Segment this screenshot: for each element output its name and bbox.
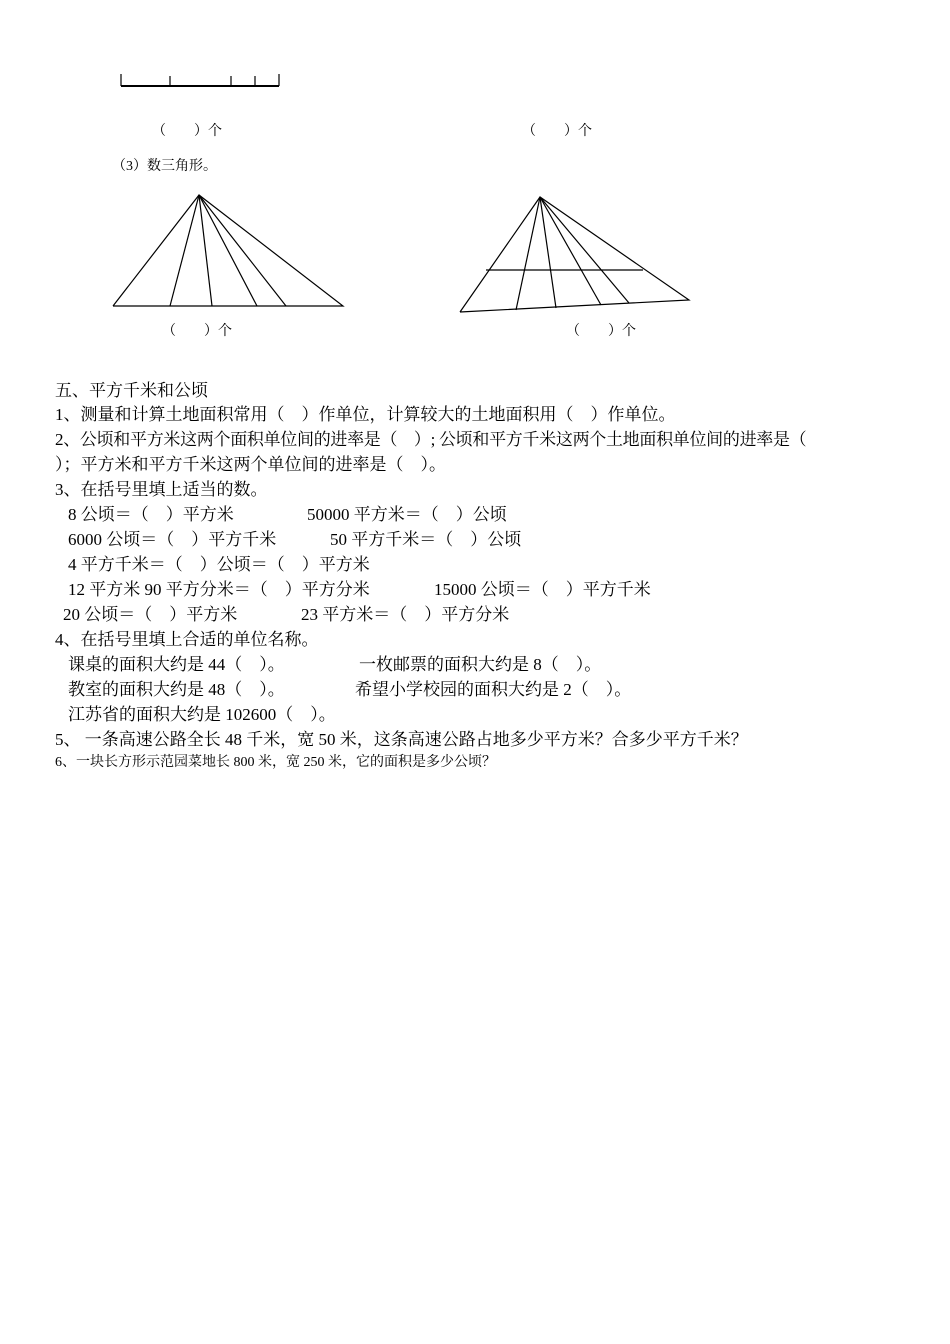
q3-item: 15000 公顷＝（ ）平方千米: [434, 580, 651, 599]
question-6: 6、一块长方形示范园菜地长 800 米，宽 250 米，它的面积是多少公顷？: [55, 755, 496, 770]
segment-answer-right[interactable]: （ ）个: [522, 124, 592, 139]
question-1: 1、测量和计算土地面积常用（ ）作单位，计算较大的土地面积用（ ）作单位。: [55, 405, 676, 424]
count-triangles-heading: （3）数三角形。: [112, 159, 217, 174]
q3-item: 50000 平方米＝（ ）公顷: [307, 505, 507, 524]
section-title: 五、平方千米和公顷: [55, 381, 208, 400]
q3-item: 20 公顷＝（ ）平方米: [63, 605, 238, 624]
question-2-line-2: ）；平方米和平方千米这两个单位间的进率是（ ）。: [55, 455, 446, 474]
question-2-line-1: 2、公顷和平方米这两个面积单位间的进率是（ ）; 公顷和平方千米这两个土地面积单位间的进率是（: [55, 430, 807, 449]
q4-item: 课桌的面积大约是 44（ ）。: [68, 655, 285, 674]
question-3-title: 3、在括号里填上适当的数。: [55, 480, 268, 499]
q3-item: 50 平方千米＝（ ）公顷: [330, 530, 522, 549]
q3-item: 4 平方千米＝（ ）公顷＝（ ）平方米: [68, 555, 370, 574]
segment-figure: [121, 74, 279, 86]
question-5: 5、 一条高速公路全长 48 千米，宽 50 米，这条高速公路占地多少平方米？合多少平方千米？: [55, 730, 748, 749]
triangle-figure-right: [460, 197, 689, 312]
q3-item: 8 公顷＝（ ）平方米: [68, 505, 234, 524]
q4-item: 一枚邮票的面积大约是 8（ ）。: [359, 655, 602, 674]
q3-item: 6000 公顷＝（ ）平方千米: [68, 530, 277, 549]
q3-item: 12 平方米 90 平方分米＝（ ）平方分米: [68, 580, 370, 599]
triangle-figure-left: [113, 195, 343, 306]
q4-item: 江苏省的面积大约是 102600（ ）。: [68, 705, 336, 724]
segment-answer-left[interactable]: （ ）个: [152, 124, 222, 139]
q4-item: 希望小学校园的面积大约是 2（ ）。: [355, 680, 632, 699]
q4-item: 教室的面积大约是 48（ ）。: [68, 680, 285, 699]
triangle-answer-left[interactable]: （ ）个: [162, 324, 232, 339]
triangle-answer-right[interactable]: （ ）个: [566, 324, 636, 339]
question-4-title: 4、在括号里填上合适的单位名称。: [55, 630, 319, 649]
q3-item: 23 平方米＝（ ）平方分米: [301, 605, 510, 624]
